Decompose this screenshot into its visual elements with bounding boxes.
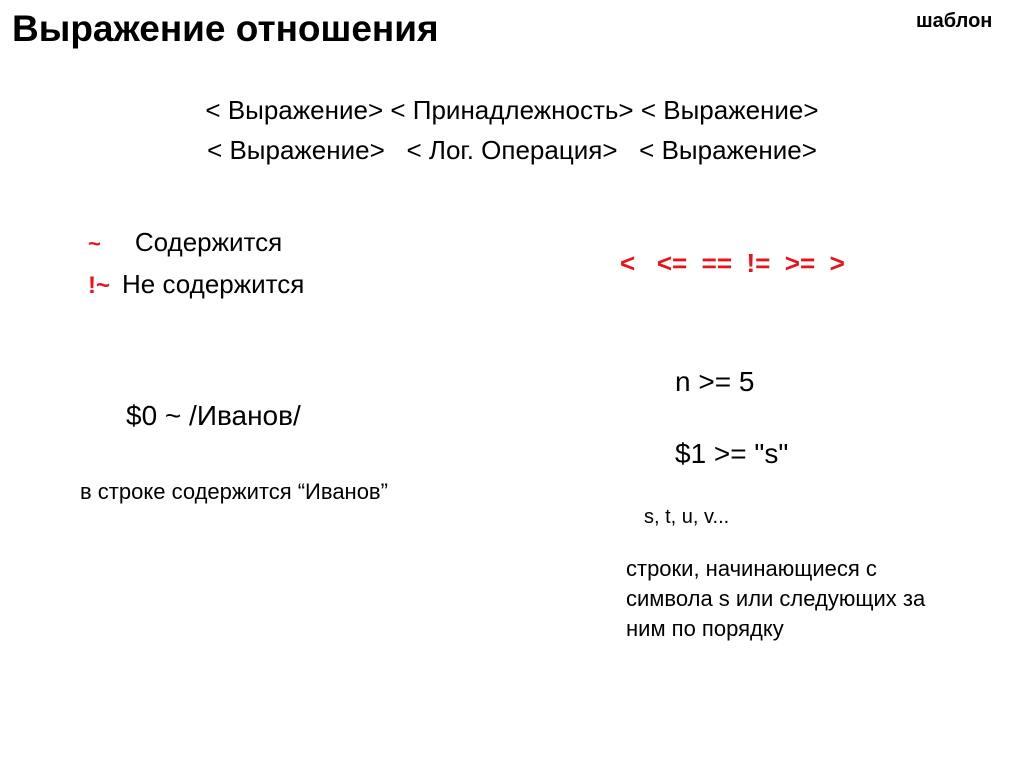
relational-operators: < <= == != >= > xyxy=(620,248,845,278)
not-contains-operator-row xyxy=(88,268,304,302)
template-label: шаблон xyxy=(916,10,993,32)
slide-title: Выражение отношения xyxy=(12,8,439,49)
not-contains-symbol: !~ xyxy=(88,272,111,299)
contains-symbol: ~ xyxy=(88,231,101,256)
syntax-line-logical: < Выражение> < Лог. Операция> < Выражение> xyxy=(207,135,817,165)
syntax-block xyxy=(0,90,1024,170)
regex-example: $0 ~ /Иванов/ xyxy=(126,400,301,431)
regex-example-description: в строке содержится “Иванов” xyxy=(80,479,388,504)
contains-label: Содержится xyxy=(134,227,283,257)
string-example-description: строки, начинающиеся с символа s или следующих за ним по порядку xyxy=(626,556,926,641)
not-contains-label: Не содержится xyxy=(122,269,305,299)
contains-operator-row xyxy=(88,226,282,260)
string-example: $1 >= "s" xyxy=(675,438,789,469)
numeric-example: n >= 5 xyxy=(675,366,755,397)
syntax-line-membership: < Выражение> < Принадлежность> < Выражение> xyxy=(205,95,819,125)
string-example-sample: s, t, u, v... xyxy=(644,506,730,528)
